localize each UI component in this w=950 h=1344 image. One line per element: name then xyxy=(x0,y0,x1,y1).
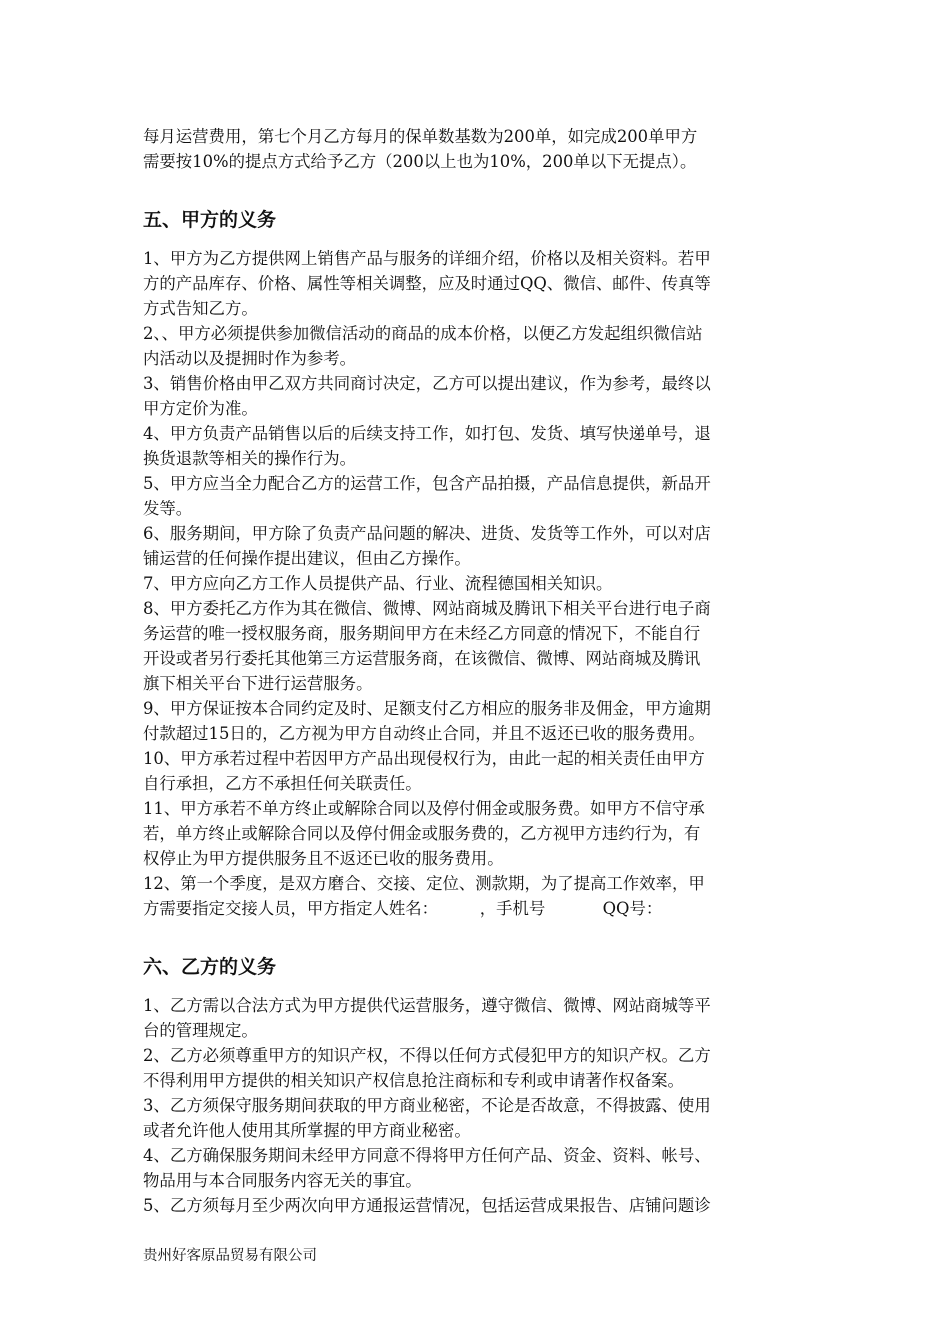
section-5-item-6 xyxy=(143,521,808,571)
section-6-list xyxy=(143,993,808,1218)
document-body xyxy=(143,124,808,1218)
item-line: 3、销售价格由甲乙双方共同商讨决定，乙方可以提出建议，作为参考，最终以 xyxy=(143,374,711,393)
item-line: 7、甲方应向乙方工作人员提供产品、行业、流程德国相关知识。 xyxy=(143,574,613,593)
section-5-item-9 xyxy=(143,696,808,746)
item-line: 方需要指定交接人员，甲方指定人姓名： ，手机号 QQ号： xyxy=(143,899,663,918)
section-5-item-3 xyxy=(143,371,808,421)
section-6-item-4 xyxy=(143,1143,808,1193)
section-5-item-10 xyxy=(143,746,808,796)
item-line: 务运营的唯一授权服务商，服务期间甲方在未经乙方同意的情况下，不能自行 xyxy=(143,624,701,643)
section-5-item-8 xyxy=(143,596,808,696)
section-6-item-5 xyxy=(143,1193,808,1218)
item-line: 铺运营的任何操作提出建议，但由乙方操作。 xyxy=(143,549,471,568)
section-5-item-5 xyxy=(143,471,808,521)
section-6-heading: 六、乙方的义务 xyxy=(143,956,277,978)
intro-paragraph xyxy=(143,124,808,174)
section-6-item-1 xyxy=(143,993,808,1043)
item-line: 方式告知乙方。 xyxy=(143,299,258,318)
item-line: 不得利用甲方提供的相关知识产权信息抢注商标和专利或申请著作权备案。 xyxy=(143,1071,684,1090)
item-line: 换货退款等相关的操作行为。 xyxy=(143,449,357,468)
item-line: 2、乙方必须尊重甲方的知识产权，不得以任何方式侵犯甲方的知识产权。乙方 xyxy=(143,1046,711,1065)
intro-line: 每月运营费用，第七个月乙方每月的保单数基数为200单，如完成200单甲方 xyxy=(143,127,698,146)
section-6-item-3 xyxy=(143,1093,808,1143)
item-line: 旗下相关平台下进行运营服务。 xyxy=(143,674,373,693)
section-5-item-1 xyxy=(143,246,808,321)
item-line: 若，单方终止或解除合同以及停付佣金或服务费的，乙方视甲方违约行为，有 xyxy=(143,824,701,843)
item-line: 10、甲方承若过程中若因甲方产品出现侵权行为，由此一起的相关责任由甲方 xyxy=(143,749,705,768)
item-line: 物品用与本合同服务内容无关的事宜。 xyxy=(143,1171,422,1190)
item-line: 12、第一个季度，是双方磨合、交接、定位、测款期，为了提高工作效率，甲 xyxy=(143,874,705,893)
item-line: 权停止为甲方提供服务且不返还已收的服务费用。 xyxy=(143,849,504,868)
item-line: 3、乙方须保守服务期间获取的甲方商业秘密，不论是否故意，不得披露、使用 xyxy=(143,1096,711,1115)
item-line: 4、乙方确保服务期间未经甲方同意不得将甲方任何产品、资金、资料、帐号、 xyxy=(143,1146,711,1165)
item-line: 或者允许他人使用其所掌握的甲方商业秘密。 xyxy=(143,1121,471,1140)
item-line: 11、甲方承若不单方终止或解除合同以及停付佣金或服务费。如甲方不信守承 xyxy=(143,799,705,818)
section-5-heading: 五、甲方的义务 xyxy=(143,209,277,231)
item-line: 9、甲方保证按本合同约定及时、足额支付乙方相应的服务非及佣金，甲方逾期 xyxy=(143,699,711,718)
item-line: 付款超过15日的，乙方视为甲方自动终止合同，并且不返还已收的服务费用。 xyxy=(143,724,705,743)
section-5-item-4 xyxy=(143,421,808,471)
item-line: 1、乙方需以合法方式为甲方提供代运营服务，遵守微信、微博、网站商城等平 xyxy=(143,996,711,1015)
section-5-item-11 xyxy=(143,796,808,871)
item-line: 方的产品库存、价格、属性等相关调整，应及时通过QQ、微信、邮件、传真等 xyxy=(143,274,711,293)
item-line: 5、乙方须每月至少两次向甲方通报运营情况，包括运营成果报告、店铺问题诊 xyxy=(143,1196,711,1215)
section-5-list xyxy=(143,246,808,921)
item-line: 4、甲方负责产品销售以后的后续支持工作，如打包、发货、填写快递单号，退 xyxy=(143,424,711,443)
section-6-item-2 xyxy=(143,1043,808,1093)
item-line: 甲方定价为准。 xyxy=(143,399,258,418)
section-5-item-7 xyxy=(143,571,808,596)
item-line: 1、甲方为乙方提供网上销售产品与服务的详细介绍，价格以及相关资料。若甲 xyxy=(143,249,711,268)
item-line: 2、、甲方必须提供参加微信活动的商品的成本价格，以便乙方发起组织微信站 xyxy=(143,324,703,343)
item-line: 发等。 xyxy=(143,499,193,518)
intro-line: 需要按10%的提点方式给予乙方（200以上也为10%，200单以下无提点）。 xyxy=(143,152,697,171)
item-line: 台的管理规定。 xyxy=(143,1021,258,1040)
item-line: 5、甲方应当全力配合乙方的运营工作，包含产品拍摄，产品信息提供，新品开 xyxy=(143,474,711,493)
section-5-item-2 xyxy=(143,321,808,371)
footer-company-name: 贵州好客原品贸易有限公司 xyxy=(143,1248,317,1264)
section-5-item-12 xyxy=(143,871,808,921)
item-line: 8、甲方委托乙方作为其在微信、微博、网站商城及腾讯下相关平台进行电子商 xyxy=(143,599,711,618)
item-line: 内活动以及提拥时作为参考。 xyxy=(143,349,357,368)
item-line: 6、服务期间，甲方除了负责产品问题的解决、进货、发货等工作外，可以对店 xyxy=(143,524,711,543)
item-line: 自行承担，乙方不承担任何关联责任。 xyxy=(143,774,422,793)
item-line: 开设或者另行委托其他第三方运营服务商，在该微信、微博、网站商城及腾讯 xyxy=(143,649,701,668)
